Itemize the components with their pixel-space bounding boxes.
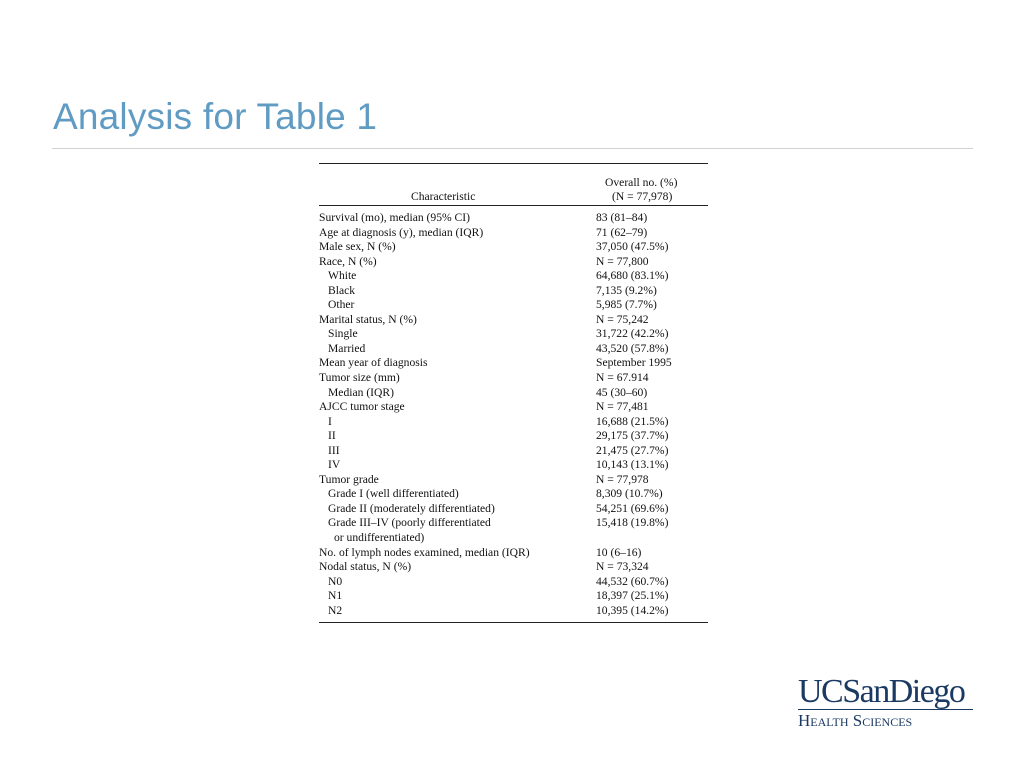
row-value: 54,251 (69.6%) bbox=[596, 501, 669, 515]
row-value: N = 77,800 bbox=[596, 254, 649, 268]
table-row bbox=[319, 604, 708, 619]
row-characteristic: Nodal status, N (%) bbox=[319, 560, 412, 574]
table-row bbox=[319, 342, 708, 357]
slide-title: Analysis for Table 1 bbox=[53, 96, 378, 137]
table-row bbox=[319, 473, 708, 488]
table-row bbox=[319, 531, 708, 546]
row-value: 18,397 (25.1%) bbox=[596, 589, 669, 603]
row-value: N = 75,242 bbox=[596, 312, 649, 326]
row-characteristic: Grade II (moderately differentiated) bbox=[328, 501, 495, 515]
table-row bbox=[319, 415, 708, 430]
row-value: 5,985 (7.7%) bbox=[596, 298, 657, 312]
header-characteristic: Characteristic bbox=[411, 190, 476, 203]
row-characteristic: No. of lymph nodes examined, median (IQR) bbox=[319, 545, 530, 559]
row-value: 7,135 (9.2%) bbox=[596, 283, 657, 297]
header-overall-n: (N = 77,978) bbox=[612, 190, 673, 203]
row-characteristic: or undifferentiated) bbox=[334, 531, 425, 545]
row-characteristic: Male sex, N (%) bbox=[319, 240, 396, 254]
table-row bbox=[319, 298, 708, 313]
table-header bbox=[319, 164, 708, 206]
row-characteristic: I bbox=[328, 414, 332, 428]
row-value: 31,722 (42.2%) bbox=[596, 327, 669, 341]
row-characteristic: III bbox=[328, 443, 340, 457]
table-row bbox=[319, 560, 708, 575]
row-characteristic: Age at diagnosis (y), median (IQR) bbox=[319, 225, 484, 239]
table-row bbox=[319, 356, 708, 371]
table-row bbox=[319, 400, 708, 415]
table-row bbox=[319, 386, 708, 401]
row-value: 10 (6–16) bbox=[596, 545, 642, 559]
row-value: 10,143 (13.1%) bbox=[596, 458, 669, 472]
ucsd-health-sciences-logo bbox=[798, 672, 974, 732]
row-value: N = 73,324 bbox=[596, 560, 649, 574]
row-value: 15,418 (19.8%) bbox=[596, 516, 669, 530]
table-row bbox=[319, 516, 708, 531]
table-row bbox=[319, 284, 708, 299]
logo-subtitle: Health Sciences bbox=[798, 711, 913, 730]
row-characteristic: N1 bbox=[328, 589, 343, 603]
row-value: 37,050 (47.5%) bbox=[596, 240, 669, 254]
table-row bbox=[319, 313, 708, 328]
row-characteristic: Other bbox=[328, 298, 355, 312]
table-row bbox=[319, 226, 708, 241]
row-characteristic: Median (IQR) bbox=[328, 385, 395, 399]
row-characteristic: Grade III–IV (poorly differentiated bbox=[328, 516, 491, 530]
row-characteristic: Single bbox=[328, 327, 358, 341]
header-overall: Overall no. (%) bbox=[605, 176, 678, 189]
title-divider bbox=[52, 148, 973, 149]
characteristics-table bbox=[319, 163, 708, 623]
logo-wordmark: UCSanDiego bbox=[798, 673, 965, 710]
table-body bbox=[319, 206, 708, 623]
table-row bbox=[319, 211, 708, 226]
table-row bbox=[319, 458, 708, 473]
table-row bbox=[319, 575, 708, 590]
table-row bbox=[319, 269, 708, 284]
row-value: 21,475 (27.7%) bbox=[596, 443, 669, 457]
row-characteristic: White bbox=[328, 269, 357, 283]
row-value: 43,520 (57.8%) bbox=[596, 341, 669, 355]
row-characteristic: Grade I (well differentiated) bbox=[328, 487, 459, 501]
row-characteristic: Tumor grade bbox=[319, 472, 379, 486]
table-row bbox=[319, 502, 708, 517]
row-characteristic: IV bbox=[328, 458, 341, 472]
table-row bbox=[319, 429, 708, 444]
row-characteristic: Race, N (%) bbox=[319, 254, 377, 268]
row-value bbox=[596, 531, 708, 546]
row-value: N = 77,481 bbox=[596, 400, 649, 414]
row-value: 45 (30–60) bbox=[596, 385, 648, 399]
table-row bbox=[319, 371, 708, 386]
table-row bbox=[319, 240, 708, 255]
table-row bbox=[319, 255, 708, 270]
row-value: 16,688 (21.5%) bbox=[596, 414, 669, 428]
row-value: 64,680 (83.1%) bbox=[596, 269, 669, 283]
row-characteristic: Tumor size (mm) bbox=[319, 371, 400, 385]
table-row bbox=[319, 327, 708, 342]
row-characteristic: II bbox=[328, 429, 336, 443]
row-characteristic: Marital status, N (%) bbox=[319, 312, 417, 326]
table-row bbox=[319, 589, 708, 604]
row-value: N = 77,978 bbox=[596, 472, 649, 486]
row-characteristic: Survival (mo), median (95% CI) bbox=[319, 211, 471, 224]
row-value: 71 (62–79) bbox=[596, 225, 648, 239]
logo-rule bbox=[798, 709, 973, 710]
row-characteristic: Mean year of diagnosis bbox=[319, 356, 428, 370]
row-characteristic: N2 bbox=[328, 603, 343, 617]
row-value: 29,175 (37.7%) bbox=[596, 429, 669, 443]
row-characteristic: N0 bbox=[328, 574, 343, 588]
table-row bbox=[319, 546, 708, 561]
row-value: 8,309 (10.7%) bbox=[596, 487, 663, 501]
row-value: N = 67.914 bbox=[596, 371, 649, 385]
row-value: 83 (81–84) bbox=[596, 211, 648, 224]
row-value: 44,532 (60.7%) bbox=[596, 574, 669, 588]
row-value: 10,395 (14.2%) bbox=[596, 603, 669, 617]
table-row bbox=[319, 444, 708, 459]
table-row bbox=[319, 487, 708, 502]
row-characteristic: Black bbox=[328, 283, 356, 297]
row-characteristic: Married bbox=[328, 341, 366, 355]
row-value: September 1995 bbox=[596, 356, 672, 370]
row-characteristic: AJCC tumor stage bbox=[319, 400, 405, 414]
